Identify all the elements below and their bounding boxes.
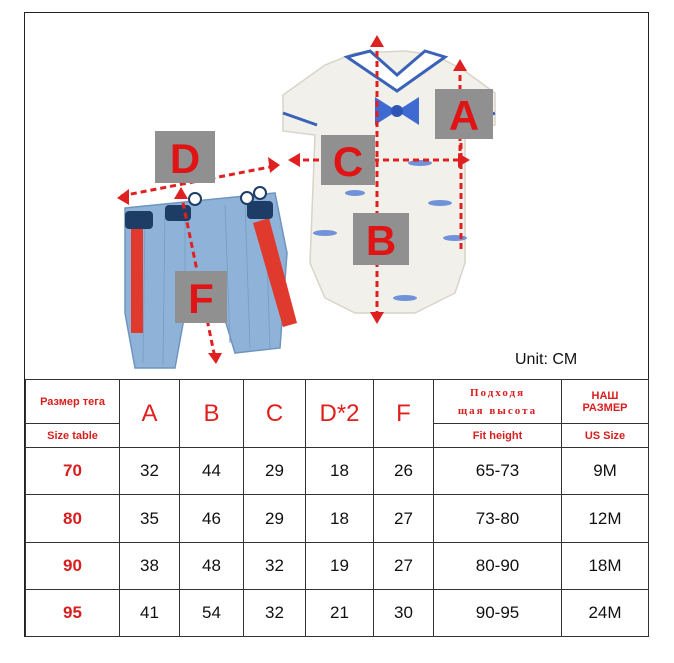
table-row: [26, 448, 649, 495]
value-d: 19: [306, 542, 374, 589]
value-us-size: 18M: [562, 542, 649, 589]
table-row: [26, 542, 649, 589]
value-a: 38: [120, 542, 180, 589]
value-b: 44: [180, 448, 244, 495]
value-b: 48: [180, 542, 244, 589]
header-size-ru: Размер тега: [26, 380, 120, 424]
value-f: 26: [374, 448, 434, 495]
value-f: 27: [374, 542, 434, 589]
size-table: [25, 379, 649, 637]
value-c: 29: [244, 495, 306, 542]
value-d: 18: [306, 448, 374, 495]
header-fit-en: Fit height: [434, 424, 562, 448]
label-b: B: [365, 217, 397, 264]
unit-label: Unit: CM: [515, 351, 578, 368]
header-col-d: D*2: [306, 380, 374, 448]
table-row: [26, 589, 649, 636]
size-value: 70: [26, 448, 120, 495]
header-fit-ru-line1: Подходя: [469, 386, 526, 399]
value-c: 32: [244, 589, 306, 636]
value-b: 46: [180, 495, 244, 542]
label-box-b: [353, 213, 409, 265]
header-fit-ru-line2: щая высота: [457, 404, 538, 417]
header-col-f: F: [374, 380, 434, 448]
label-a: A: [448, 92, 480, 139]
value-c: 32: [244, 542, 306, 589]
table-row: [26, 495, 649, 542]
size-value: 80: [26, 495, 120, 542]
size-value: 95: [26, 589, 120, 636]
header-col-b: B: [180, 380, 244, 448]
value-a: 41: [120, 589, 180, 636]
header-col-c: C: [244, 380, 306, 448]
value-d: 21: [306, 589, 374, 636]
label-box-a: [435, 89, 493, 139]
header-fit-ru: [434, 380, 562, 424]
header-size-en: Size table: [26, 424, 120, 448]
value-f: 27: [374, 495, 434, 542]
value-fit-height: 90-95: [434, 589, 562, 636]
value-us-size: 24M: [562, 589, 649, 636]
value-us-size: 9M: [562, 448, 649, 495]
value-fit-height: 73-80: [434, 495, 562, 542]
value-a: 35: [120, 495, 180, 542]
label-box-c: [321, 135, 375, 185]
value-b: 54: [180, 589, 244, 636]
header-us-ru-line2: РАЗМЕР: [582, 401, 628, 414]
value-fit-height: 65-73: [434, 448, 562, 495]
value-us-size: 12M: [562, 495, 649, 542]
value-fit-height: 80-90: [434, 542, 562, 589]
value-a: 32: [120, 448, 180, 495]
label-c: C: [332, 138, 364, 185]
product-illustration: [25, 13, 648, 378]
value-f: 30: [374, 589, 434, 636]
label-f: F: [188, 275, 214, 322]
size-chart-frame: [24, 12, 649, 637]
label-box-d: [155, 131, 215, 183]
header-us-ru-line1: НАШ: [591, 389, 619, 402]
label-box-f: [175, 271, 227, 323]
value-d: 18: [306, 495, 374, 542]
value-c: 29: [244, 448, 306, 495]
header-us-en: US Size: [562, 424, 649, 448]
header-col-a: A: [120, 380, 180, 448]
size-value: 90: [26, 542, 120, 589]
label-d: D: [169, 135, 201, 182]
header-us-ru: [562, 380, 649, 424]
